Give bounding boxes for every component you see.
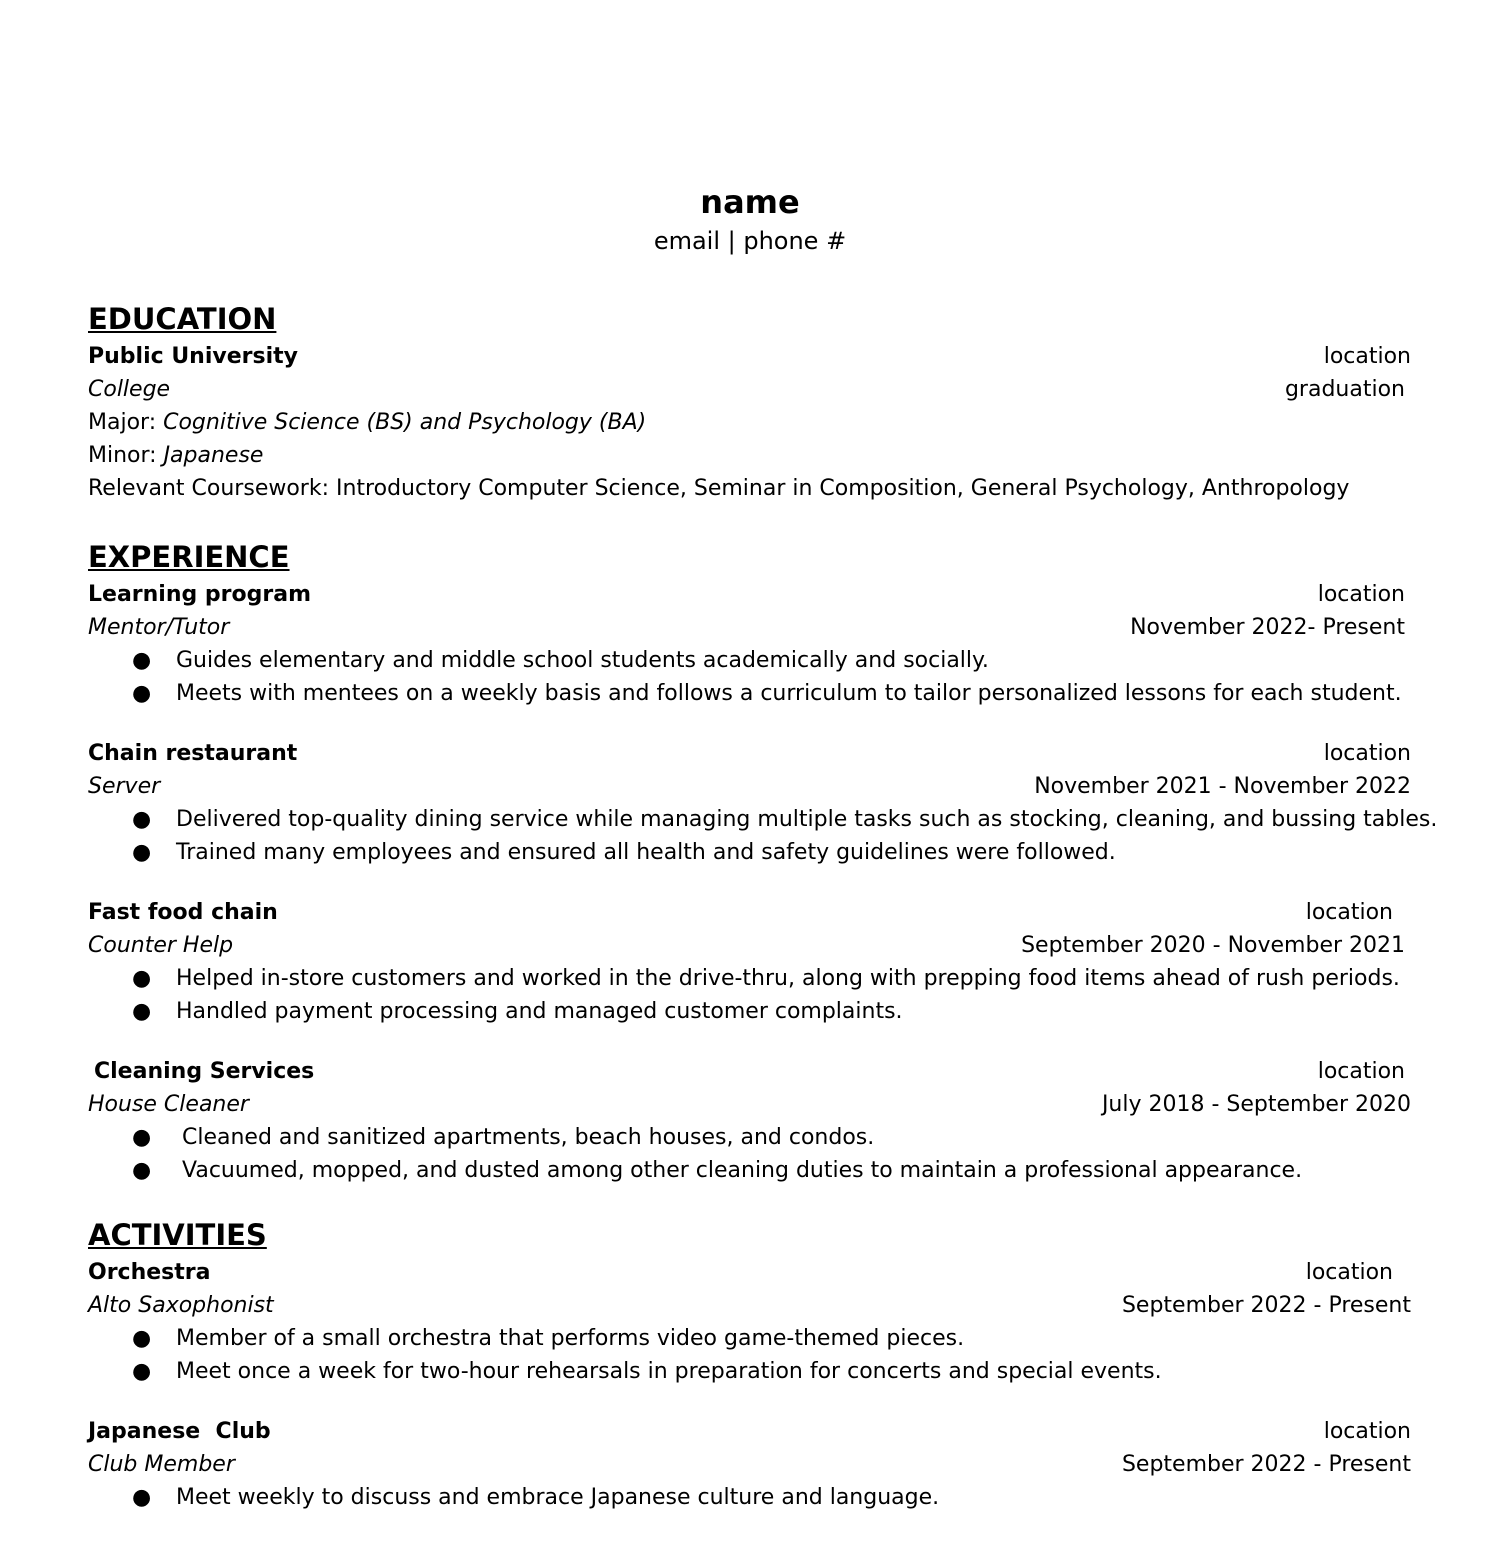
activity-entry (88, 1256, 1411, 1388)
bullet-icon: ● (132, 648, 152, 673)
role-title: Club Member (88, 1452, 235, 1477)
bullet-text: Meets with mentees on a weekly basis and follows a curriculum to tailor personalized lessons for each student. (176, 681, 1402, 706)
date-range: November 2022- Present (1130, 615, 1405, 640)
list-item (88, 995, 1411, 1028)
list-item (88, 1121, 1411, 1154)
contact-line: email | phone # (653, 227, 847, 255)
bullet-icon: ● (132, 966, 152, 991)
resume-body (88, 298, 1438, 1541)
org-name: Orchestra (88, 1260, 211, 1285)
date-range: September 2022 - Present (1121, 1293, 1411, 1318)
date-range: July 2018 - September 2020 (1101, 1092, 1411, 1117)
bullet-text: Trained many employees and ensured all health and safety guidelines were followed. (176, 840, 1116, 865)
bullet-icon: ● (132, 999, 152, 1024)
college-name: College (88, 377, 171, 402)
bullet-list (88, 644, 1411, 710)
bullet-text: Cleaned and sanitized apartments, beach houses, and condos. (182, 1125, 875, 1150)
bullet-text: Member of a small orchestra that performs video game-themed pieces. (176, 1326, 965, 1351)
education-school-row (88, 340, 1411, 373)
school-location: location (1323, 344, 1411, 369)
bullet-icon: ● (132, 1359, 152, 1384)
section-title-experience: EXPERIENCE (88, 540, 290, 574)
list-item (88, 677, 1411, 710)
date-range: November 2021 - November 2022 (1034, 774, 1411, 799)
role-title: Mentor/Tutor (88, 615, 230, 640)
org-location: location (1323, 741, 1411, 766)
date-range: September 2022 - Present (1121, 1452, 1411, 1477)
major-row (88, 406, 1411, 439)
bullet-text: Handled payment processing and managed customer complaints. (176, 999, 903, 1024)
education-college-row (88, 373, 1411, 406)
major-value: Cognitive Science (BS) and Psychology (BA) (163, 410, 647, 435)
experience-entry (88, 737, 1438, 869)
bullet-text: Guides elementary and middle school students academically and socially. (176, 648, 989, 673)
candidate-name: name (700, 183, 800, 221)
major-label: Major: (88, 410, 164, 435)
minor-label: Minor: (88, 443, 164, 468)
bullet-icon: ● (132, 807, 152, 832)
bullet-text: Vacuumed, mopped, and dusted among other cleaning duties to maintain a professional appearance. (182, 1158, 1303, 1183)
bullet-icon: ● (132, 1326, 152, 1351)
org-name: Japanese Club (88, 1419, 271, 1444)
org-name: Chain restaurant (88, 741, 298, 766)
org-location: location (1305, 900, 1393, 925)
section-title-activities: ACTIVITIES (88, 1218, 267, 1252)
coursework: Relevant Coursework: Introductory Computer Science, Seminar in Composition, General Psychology, Anthropology (88, 476, 1350, 501)
bullet-text: Meet weekly to discuss and embrace Japanese culture and language. (176, 1485, 940, 1510)
resume-header (0, 180, 1500, 258)
list-item (88, 836, 1411, 869)
list-item (88, 1322, 1411, 1355)
school-name: Public University (88, 344, 298, 369)
role-title: Server (88, 774, 161, 799)
org-name: Learning program (88, 582, 311, 607)
date-range: September 2020 - November 2021 (1021, 933, 1405, 958)
bullet-text: Meet once a week for two-hour rehearsals in preparation for concerts and special events. (176, 1359, 1162, 1384)
role-title: House Cleaner (88, 1092, 249, 1117)
org-name: Cleaning Services (94, 1059, 315, 1084)
bullet-list (88, 1481, 1411, 1514)
bullet-icon: ● (132, 1158, 152, 1183)
bullet-text: Helped in-store customers and worked in the drive-thru, along with prepping food items ahead of rush periods. (176, 966, 1400, 991)
org-location: location (1317, 582, 1405, 607)
experience-entry (88, 578, 1411, 710)
list-item (88, 1481, 1411, 1514)
list-item (88, 1154, 1411, 1187)
bullet-icon: ● (132, 840, 152, 865)
list-item (88, 962, 1411, 995)
list-item (88, 1355, 1411, 1388)
minor-row (88, 439, 1411, 472)
bullet-icon: ● (132, 1125, 152, 1150)
list-item (88, 803, 1438, 836)
graduation-date: graduation (1284, 377, 1405, 402)
bullet-list (88, 803, 1438, 869)
activity-entry (88, 1415, 1411, 1514)
role-title: Alto Saxophonist (88, 1293, 274, 1318)
minor-value: Japanese (163, 443, 264, 468)
bullet-list (88, 962, 1411, 1028)
bullet-list (88, 1121, 1411, 1187)
coursework-row (88, 472, 1411, 505)
experience-entry (88, 896, 1411, 1028)
bullet-list (88, 1322, 1411, 1388)
org-location: location (1323, 1419, 1411, 1444)
org-name: Fast food chain (88, 900, 278, 925)
bullet-text: Delivered top-quality dining service while managing multiple tasks such as stocking, cleaning, and bussing tables. (176, 807, 1438, 832)
experience-entry (88, 1055, 1411, 1187)
org-location: location (1317, 1059, 1405, 1084)
section-title-education: EDUCATION (88, 302, 277, 336)
list-item (88, 644, 1411, 677)
bullet-icon: ● (132, 681, 152, 706)
bullet-icon: ● (132, 1485, 152, 1510)
org-location: location (1305, 1260, 1393, 1285)
role-title: Counter Help (88, 933, 234, 958)
